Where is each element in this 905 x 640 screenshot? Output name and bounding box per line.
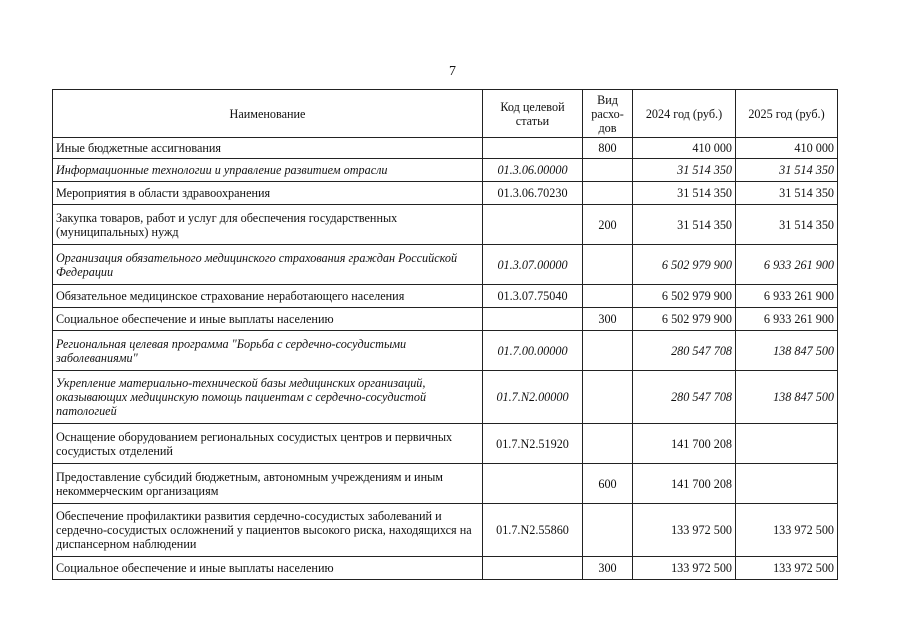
row-type xyxy=(583,424,633,464)
row-2024: 133 972 500 xyxy=(633,504,736,557)
table-row xyxy=(53,371,838,424)
row-type: 300 xyxy=(583,557,633,580)
row-code: 01.7.N2.51920 xyxy=(483,424,583,464)
table-row xyxy=(53,138,838,159)
row-code: 01.3.06.00000 xyxy=(483,159,583,182)
row-code: 01.3.07.00000 xyxy=(483,245,583,285)
row-code xyxy=(483,308,583,331)
row-name: Региональная целевая программа "Борьба с сердечно-сосудистыми заболеваниями" xyxy=(53,331,483,371)
table-row xyxy=(53,308,838,331)
row-2025: 133 972 500 xyxy=(736,557,838,580)
row-type xyxy=(583,331,633,371)
row-code: 01.3.07.75040 xyxy=(483,285,583,308)
row-name: Социальное обеспечение и иные выплаты населению xyxy=(53,557,483,580)
row-2025 xyxy=(736,464,838,504)
row-type xyxy=(583,182,633,205)
row-code: 01.3.06.70230 xyxy=(483,182,583,205)
table-row xyxy=(53,182,838,205)
table-row xyxy=(53,205,838,245)
row-code xyxy=(483,557,583,580)
row-2024: 133 972 500 xyxy=(633,557,736,580)
table-body xyxy=(53,138,838,580)
row-2025: 31 514 350 xyxy=(736,182,838,205)
row-name: Информационные технологии и управление развитием отрасли xyxy=(53,159,483,182)
table-row xyxy=(53,424,838,464)
row-2024: 141 700 208 xyxy=(633,424,736,464)
row-2024: 31 514 350 xyxy=(633,205,736,245)
row-type: 200 xyxy=(583,205,633,245)
table-header-row xyxy=(53,90,838,138)
row-2025: 6 933 261 900 xyxy=(736,245,838,285)
row-name: Оснащение оборудованием региональных сосудистых центров и первичных сосудистых отделений xyxy=(53,424,483,464)
budget-table xyxy=(52,89,838,580)
table-row xyxy=(53,245,838,285)
row-code xyxy=(483,138,583,159)
row-2024: 6 502 979 900 xyxy=(633,285,736,308)
row-2025: 138 847 500 xyxy=(736,331,838,371)
row-code xyxy=(483,464,583,504)
table-row xyxy=(53,285,838,308)
table-row xyxy=(53,464,838,504)
row-2025: 31 514 350 xyxy=(736,205,838,245)
row-2024: 31 514 350 xyxy=(633,159,736,182)
row-name: Мероприятия в области здравоохранения xyxy=(53,182,483,205)
row-2024: 6 502 979 900 xyxy=(633,245,736,285)
row-type: 800 xyxy=(583,138,633,159)
row-name: Организация обязательного медицинского страхования граждан Российской Федерации xyxy=(53,245,483,285)
row-type: 300 xyxy=(583,308,633,331)
row-name: Укрепление материально-технической базы медицинских организаций, оказывающих медицинскую помощь пациентам с сердечно-сосудистой патологией xyxy=(53,371,483,424)
row-2024: 31 514 350 xyxy=(633,182,736,205)
row-2025 xyxy=(736,424,838,464)
row-type xyxy=(583,245,633,285)
row-2025: 31 514 350 xyxy=(736,159,838,182)
row-name: Обеспечение профилактики развития сердечно-сосудистых заболеваний и сердечно-сосудистых осложнений у пациентов высокого риска, находящихся на диспансерном наблюдении xyxy=(53,504,483,557)
table-row xyxy=(53,504,838,557)
header-name: Наименование xyxy=(53,90,483,138)
row-2025: 6 933 261 900 xyxy=(736,308,838,331)
row-type: 600 xyxy=(583,464,633,504)
page-number: 7 xyxy=(449,64,456,79)
row-name: Предоставление субсидий бюджетным, автономным учреждениям и иным некоммерческим организациям xyxy=(53,464,483,504)
header-code: Код целевой статьи xyxy=(483,90,583,138)
header-2025: 2025 год (руб.) xyxy=(736,90,838,138)
table-row xyxy=(53,331,838,371)
table-row xyxy=(53,557,838,580)
row-code: 01.7.00.00000 xyxy=(483,331,583,371)
row-name: Социальное обеспечение и иные выплаты населению xyxy=(53,308,483,331)
table-row xyxy=(53,159,838,182)
row-type xyxy=(583,371,633,424)
row-name: Обязательное медицинское страхование неработающего населения xyxy=(53,285,483,308)
row-type xyxy=(583,504,633,557)
row-name: Иные бюджетные ассигнования xyxy=(53,138,483,159)
row-type xyxy=(583,159,633,182)
row-2025: 133 972 500 xyxy=(736,504,838,557)
row-name: Закупка товаров, работ и услуг для обеспечения государственных (муниципальных) нужд xyxy=(53,205,483,245)
row-2024: 141 700 208 xyxy=(633,464,736,504)
header-2024: 2024 год (руб.) xyxy=(633,90,736,138)
row-2025: 410 000 xyxy=(736,138,838,159)
header-type: Вид расхо-дов xyxy=(583,90,633,138)
row-2025: 138 847 500 xyxy=(736,371,838,424)
row-type xyxy=(583,285,633,308)
row-code xyxy=(483,205,583,245)
row-2024: 410 000 xyxy=(633,138,736,159)
row-code: 01.7.N2.00000 xyxy=(483,371,583,424)
row-2024: 6 502 979 900 xyxy=(633,308,736,331)
row-2025: 6 933 261 900 xyxy=(736,285,838,308)
row-2024: 280 547 708 xyxy=(633,331,736,371)
row-2024: 280 547 708 xyxy=(633,371,736,424)
row-code: 01.7.N2.55860 xyxy=(483,504,583,557)
